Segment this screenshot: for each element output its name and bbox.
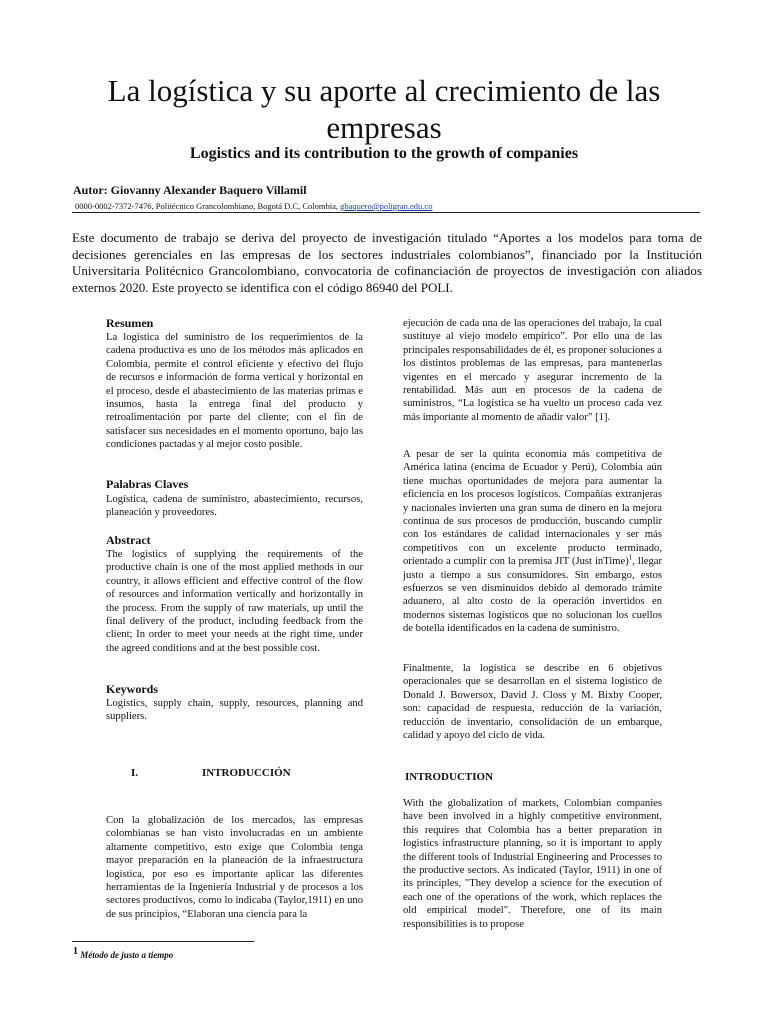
footnote: [73, 946, 174, 960]
email-link[interactable]: gbaquero@poligran.edu.co: [340, 201, 433, 211]
keywords-heading: Keywords: [106, 682, 158, 696]
paper-title: La logística y su aporte al crecimiento de las empresas: [107, 73, 661, 145]
introduction-text: With the globalization of markets, Colombian companies have been involved in a highly competitive environment, this requires that Colombia has a better preparation in logistics infrastructure planning, so it is important to apply the different tools of Industrial Engineering and Processes to the productive sectors. As indicated (Taylor, 1911) in one of its principles, "They develop a science for the execution of each one of the operations of the work, which replaces the old empirical model". Therefore, one of its main responsibilities is to propose: [403, 798, 662, 930]
affiliation-line: [75, 201, 432, 211]
introduction-heading: INTRODUCTION: [405, 771, 494, 783]
abstract-heading: Abstract: [106, 533, 151, 547]
section-number: I.: [131, 767, 139, 779]
affiliation-text: 0000-0002-7372-7476, Politécnico Grancolombiano, Bogotá D.C, Colombia,: [75, 201, 338, 211]
right-paragraph-2-b: , llegar justo a tiempo a sus consumidores. Sin embargo, estos esfuerzos se ven disminuidos debido al demorado trámite aduanero, al alto costo de la operación invertidos en modernos sistemas logísticos que no solucionan los cuellos de botella identificados en la cadena de suministro.: [403, 556, 662, 635]
footnote-text: Método de justo a tiempo: [80, 950, 174, 960]
author-line: Autor: Giovanny Alexander Baquero Villamil: [73, 183, 307, 197]
resumen-text: La logística del suministro de los requerimientos de la cadena productiva es uno de los métodos más aplicados en Colombia, permite el control eficiente y efectivo del flujo de recursos e información de forma vertical y horizontal en el proceso, desde el abastecimiento de las materias primas e insumos, hasta la entrega final del producto y retroalimentación por parte del cliente; con el fin de satisfacer sus necesidades en el momento oportuno, bajo las condiciones pactadas y al mejor costo posible.: [106, 332, 363, 451]
right-paragraph-2: [403, 448, 662, 636]
paper-subtitle: Logistics and its contribution to the growth of companies: [189, 145, 579, 162]
right-paragraph-3: Finalmente, la logística se describe en 6 objetivos operacionales que se desarrollan en el sistema logístico de Donald J. Bowersox, David J. Closs y M. Bixby Cooper, son: capacidad de respuesta, reducción de la variación, reducción de inventario, consolidación de un embarque, calidad y apoyo del ciclo de vida.: [403, 663, 662, 742]
resumen-heading: Resumen: [106, 316, 154, 330]
footnote-mark: 1: [73, 946, 78, 957]
right-paragraph-2-a: A pesar de ser la quinta economía más competitiva de América latina (encima de Ecuador y Perú), Colombia aún tiene muchas oportunidades de mejora para aumentar la eficiencia en los procesos logísticos. Compañías extranjeras y nacionales invierten una gran suma de dinero en la mejora continua de sus procesos de producción, buscando cumplir con los estándares de calidad internacionales y ser más competitivos con un excelente producto terminado, orientado a cumplir con la premisa JIT (Just inTime): [403, 449, 662, 568]
introduccion-text: Con la globalización de los mercados, las empresas colombianas se han visto involucradas en un ambiente altamente competitivo, esto exige que Colombia tenga mayor preparación en la planeación de la infraestructura logística, por eso es importante aplicar las diferentes herramientas de la Ingeniería Industrial y de procesos a los sectores productivos, como lo indicaba (Taylor,1911) en uno de sus principios, “Elaboran una ciencia para la: [106, 815, 363, 920]
palabras-claves-text: Logística, cadena de suministro, abastecimiento, recursos, planeación y proveedores.: [106, 494, 363, 519]
project-note: Este documento de trabajo se deriva del proyecto de investigación titulado “Aportes a los modelos para toma de decisiones gerenciales en las empresas de los sectores industriales colombianos”, financiado por la Institución Universitaria Politécnico Grancolombiano, convocatoria de cofinanciación de proyectos de investigación con aliados externos 2020. Este proyecto se identifica con el código 86940 del POLI.: [72, 230, 702, 295]
abstract-text: The logistics of supplying the requirements of the productive chain is one of the most applied methods in our country, it allows efficient and effective control of the flow of resources and information vertically and horizontally in the process. From the supply of raw materials, up until the final delivery of the product, including feedback from the client; In order to meet your needs at the right time, under the agreed conditions and at the best possible cost.: [106, 549, 363, 654]
palabras-claves-heading: Palabras Claves: [106, 477, 189, 491]
footnote-divider: [72, 941, 254, 942]
keywords-text: Logistics, supply chain, supply, resources, planning and suppliers.: [106, 698, 363, 723]
introduccion-heading: INTRODUCCIÓN: [202, 767, 291, 779]
header-divider: [72, 212, 700, 213]
right-paragraph-1: ejecución de cada una de las operaciones del trabajo, la cual sustituye al viejo modelo empírico”. Por ello una de las principales responsabilidades de él, es proponer soluciones a los distintos problemas de las empresas, para mantenerlas vigentes en el mercado y asegurar incremento de la rentabilidad. Más aun en procesos de la cadena de suministros, “La logística se ha vuelto un proceso cada vez más importante al momento de añadir valor” [1].: [403, 318, 662, 423]
footnote-ref: 1: [628, 553, 633, 562]
